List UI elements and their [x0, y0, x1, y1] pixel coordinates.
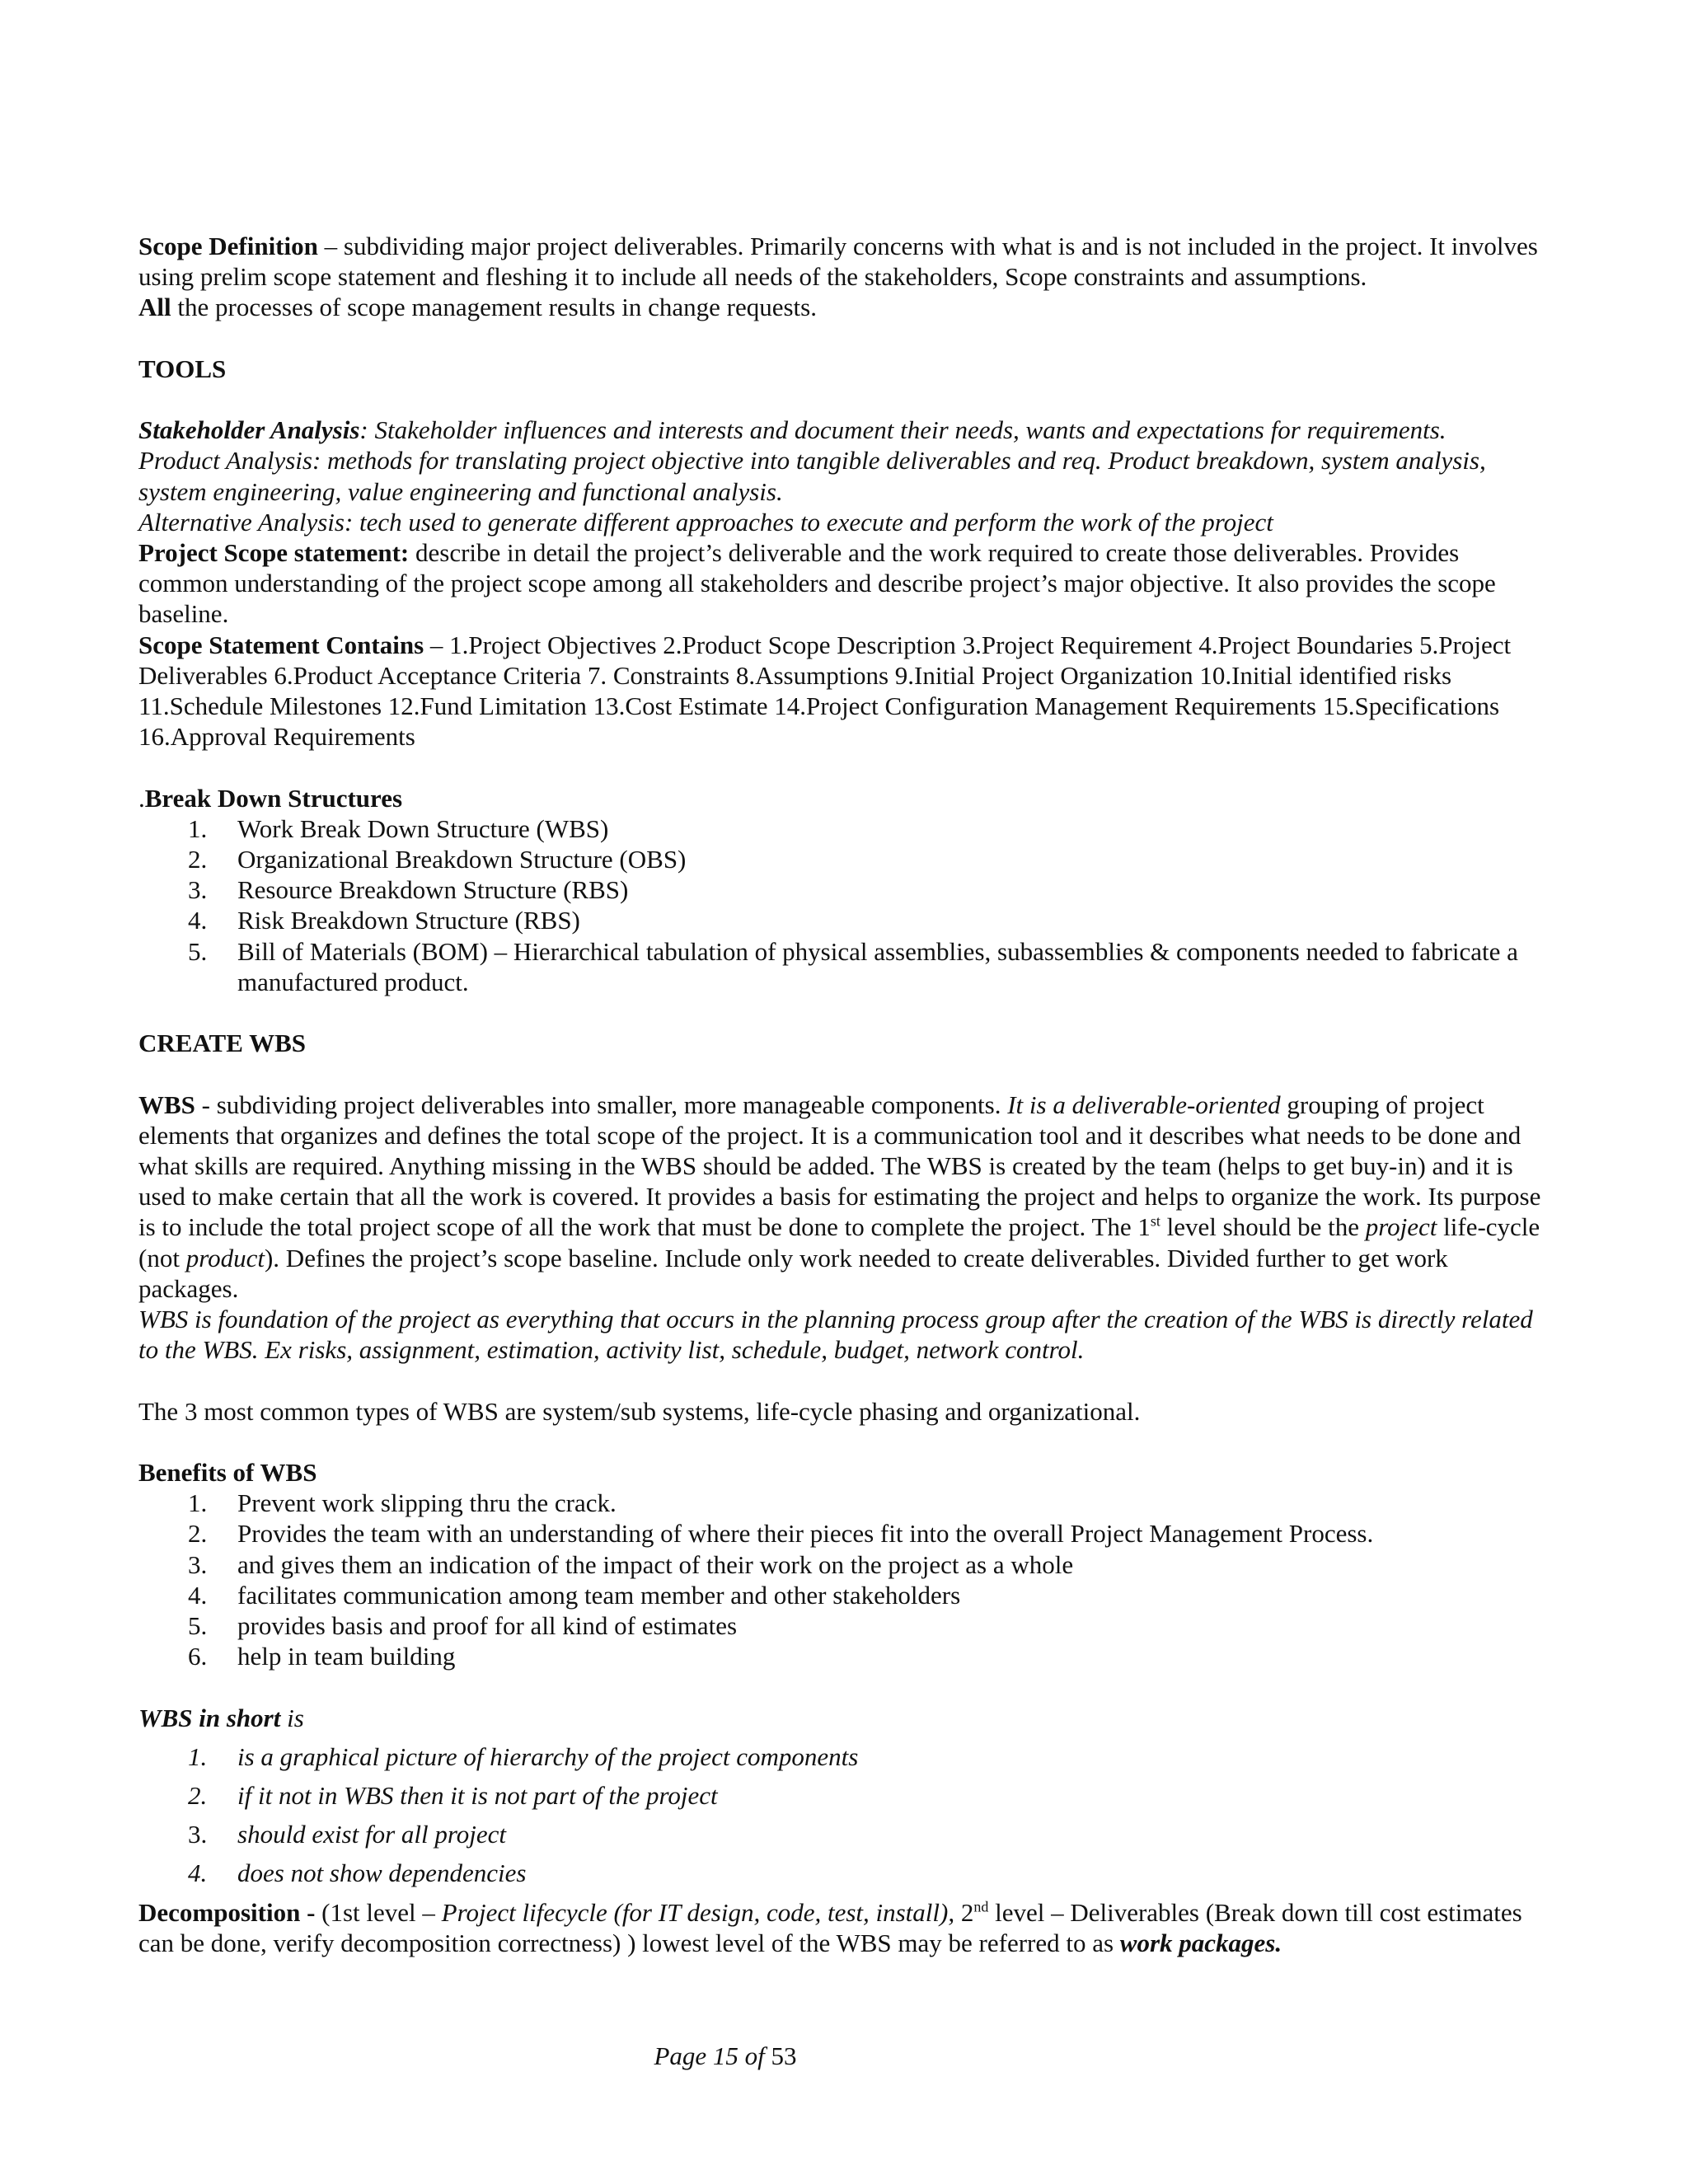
list-item [138, 1858, 1550, 1888]
decomposition-term: Decomposition - [138, 1897, 322, 1927]
list-item-text: should exist for all project [237, 1820, 507, 1849]
wbs-italic-1: It is a deliverable-oriented [1007, 1090, 1281, 1119]
decomposition-italic-1: Project lifecycle (for IT design, code, test, install), [441, 1897, 955, 1927]
scope-definition-paragraph [138, 231, 1550, 292]
list-item-text: help in team building [237, 1642, 456, 1671]
wbs-superscript: st [1150, 1213, 1160, 1230]
wbs-definition-paragraph [138, 1090, 1550, 1304]
list-item [138, 905, 1550, 935]
decomposition-superscript: nd [973, 1898, 989, 1915]
stakeholder-analysis-paragraph [138, 415, 1550, 445]
list-item [138, 874, 1550, 905]
list-item-text: provides basis and proof for all kind of estimates [237, 1611, 738, 1641]
wbs-text-4: life-cycle (not [138, 1212, 1540, 1272]
list-item-number: 3. [188, 1820, 208, 1849]
footer-of-label: of [738, 2041, 771, 2070]
scope-definition-term: Scope Definition [138, 232, 318, 260]
list-item-text: Prevent work slipping thru the crack. [237, 1488, 617, 1518]
project-scope-statement-paragraph [138, 537, 1550, 630]
list-item-text: facilitates communication among team member and other stakeholders [237, 1580, 961, 1610]
breakdown-structures-list [138, 813, 1550, 997]
wbs-text-1: - subdividing project deliverables into smaller, more manageable components. [195, 1090, 1008, 1119]
benefits-list [138, 1488, 1550, 1671]
list-item-number: 5. [188, 936, 208, 966]
list-item-number: 2. [188, 1519, 208, 1549]
all-processes-line [138, 292, 1550, 322]
wbs-in-short-rest: is [280, 1703, 304, 1732]
breakdown-prefix: . [138, 783, 145, 813]
list-item-text: Resource Breakdown Structure (RBS) [237, 875, 629, 905]
decomposition-text-3: level – Deliverables (Break down till cost estimates can be done, verify decomposition correctness) ) lowest level of the WBS may be referred to as [138, 1897, 1522, 1957]
list-item-text: Provides the team with an understanding of where their pieces fit into the overall Project Management Process. [237, 1519, 1374, 1549]
wbs-in-short-heading [138, 1703, 1550, 1733]
wbs-in-short-list [138, 1741, 1550, 1889]
list-item [138, 1488, 1550, 1518]
document-page [138, 231, 1550, 1958]
list-item [138, 1610, 1550, 1641]
breakdown-structures-heading [138, 783, 1550, 813]
footer-total-pages: 53 [771, 2041, 797, 2070]
create-wbs-heading: CREATE WBS [138, 1029, 306, 1058]
project-scope-statement-text: describe in detail the project’s deliverable and the work required to create those deliverables. Provides common understanding of the project scope among all stakeholders and describe project’s major objective. It also provides the scope baseline. [138, 538, 1496, 629]
list-item-number: 1. [188, 813, 208, 843]
wbs-in-short-term: WBS in short [138, 1703, 281, 1732]
list-item-text: Work Break Down Structure (WBS) [237, 813, 609, 843]
list-item [138, 1580, 1550, 1610]
list-item-number: 1. [188, 1488, 208, 1518]
scope-statement-contains-term: Scope Statement Contains [138, 630, 424, 659]
list-item [138, 1641, 1550, 1671]
list-item-text: Organizational Breakdown Structure (OBS) [237, 845, 687, 874]
list-item [138, 936, 1550, 997]
list-item-number: 2. [188, 845, 208, 874]
benefits-heading: Benefits of WBS [138, 1458, 317, 1488]
list-item-number: 6. [188, 1642, 208, 1671]
list-item-number: 1. [188, 1741, 208, 1771]
wbs-term: WBS [138, 1090, 195, 1119]
wbs-text-3: level should be the [1160, 1212, 1366, 1242]
list-item [138, 1819, 1550, 1849]
decomposition-text-1: (1st level – [321, 1897, 442, 1927]
product-analysis-paragraph: Product Analysis: methods for translating project objective into tangible deliverables and req. Product breakdown, system analysis, system engineering, value engineering and functional analysis. [138, 446, 1486, 506]
decomposition-text-2: 2 [954, 1897, 974, 1927]
wbs-foundation-paragraph: WBS is foundation of the project as everything that occurs in the planning process group after the creation of the WBS is directly related to the WBS. Ex risks, assignment, estimation, activity list, schedule, budget, network control. [138, 1305, 1533, 1365]
scope-statement-contains-text: – 1.Project Objectives 2.Product Scope Description 3.Project Requirement 4.Project Boundaries 5.Project Deliverables 6.Product Acceptance Criteria 7. Constraints 8.Assumptions 9.Initial Project Organization 10.Initial identified risks 11.Schedule Milestones 12.Fund Limitation 13.Cost Estimate 14.Project Configuration Management Requirements 15.Specifications 16.Approval Requirements [138, 630, 1512, 752]
footer-page-number: 15 [712, 2041, 738, 2070]
wbs-text-5: ). Defines the project’s scope baseline. Include only work needed to create deliverables. Divided further to get work packages. [138, 1243, 1448, 1303]
list-item-number: 3. [188, 1549, 208, 1579]
stakeholder-analysis-text: : Stakeholder influences and interests and document their needs, wants and expectations for requirements. [359, 415, 1447, 445]
wbs-italic-2: project [1365, 1212, 1437, 1242]
footer-page-label: Page [654, 2041, 713, 2070]
list-item-text: if it not in WBS then it is not part of the project [237, 1781, 718, 1811]
list-item-text: Bill of Materials (BOM) – Hierarchical tabulation of physical assemblies, subassemblies & components needed to fabricate a manufactured product. [237, 936, 1518, 996]
list-item-number: 4. [188, 906, 208, 935]
wbs-text-2: grouping of project elements that organizes and defines the total scope of the project. It is a communication tool and it describes what needs to be done and what skills are required. Anything missing in the WBS should be added. The WBS is created by the team (helps to get buy-in) and it is used to make certain that all the work is covered. It provides a basis for estimating the project and helps to organize the work. Its purpose is to include the total project scope of all the work that must be done to complete the project. The 1 [138, 1090, 1541, 1242]
list-item [138, 844, 1550, 874]
list-item-text: and gives them an indication of the impact of their work on the project as a whole [237, 1549, 1074, 1579]
list-item [138, 1780, 1550, 1811]
scope-statement-contains-paragraph [138, 630, 1550, 752]
scope-definition-text: – subdividing major project deliverables. Primarily concerns with what is and is not included in the project. It involves using prelim scope statement and fleshing it to include all needs of the stakeholders, Scope constraints and assumptions. [138, 232, 1538, 292]
decomposition-paragraph [138, 1897, 1550, 1958]
project-scope-statement-term: Project Scope statement: [138, 538, 410, 567]
list-item-text: does not show dependencies [237, 1858, 527, 1888]
list-item-text: is a graphical picture of hierarchy of the project components [237, 1741, 859, 1771]
all-term: All [138, 293, 171, 322]
tools-heading: TOOLS [138, 354, 227, 383]
wbs-types-paragraph: The 3 most common types of WBS are system/sub systems, life-cycle phasing and organizational. [138, 1396, 1141, 1426]
list-item-text: Risk Breakdown Structure (RBS) [237, 906, 580, 935]
list-item-number: 5. [188, 1611, 208, 1641]
alternative-analysis-paragraph: Alternative Analysis: tech used to generate different approaches to execute and perform the work of the project [138, 507, 1273, 537]
list-item-number: 4. [188, 1580, 208, 1610]
stakeholder-analysis-term: Stakeholder Analysis [138, 415, 360, 445]
list-item [138, 1741, 1550, 1772]
list-item-number: 4. [188, 1858, 208, 1888]
work-packages-term: work packages. [1119, 1928, 1282, 1957]
all-text: the processes of scope management results in change requests. [171, 293, 817, 322]
wbs-italic-3: product [185, 1243, 265, 1272]
breakdown-heading-text: Break Down Structures [144, 783, 403, 813]
list-item [138, 813, 1550, 844]
list-item-number: 2. [188, 1781, 208, 1811]
list-item-number: 3. [188, 875, 208, 905]
page-footer [0, 2041, 1451, 2071]
list-item [138, 1518, 1550, 1549]
list-item [138, 1549, 1550, 1580]
